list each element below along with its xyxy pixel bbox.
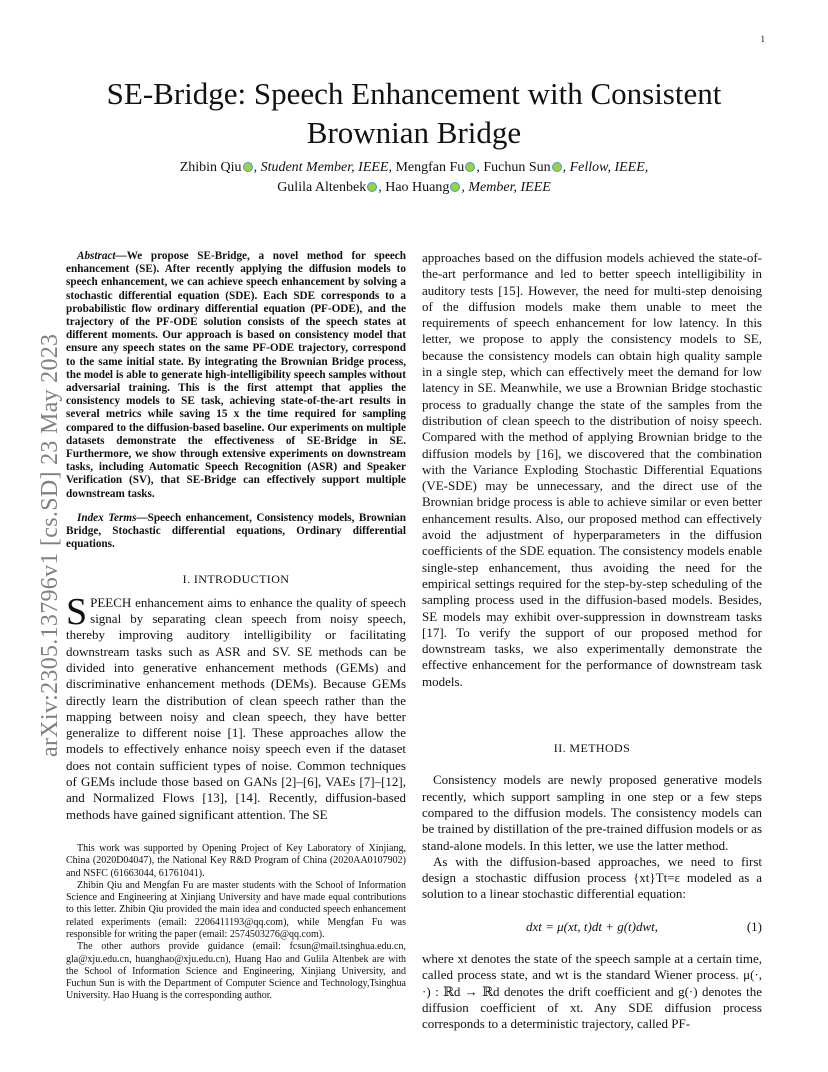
abstract-text: —We propose SE-Bridge, a novel method for speech enhancement (SE). After recently applying the diffusion models to speech enhancement, we can achieve speech enhancement by solving a stochastic differential equation (SDE). Each SDE corresponds to a probabilistic flow ordinary differential equation (PF-ODE), and the trajectory of the PF-ODE solution consists of the speech states at different moments. Our approach is based on consistency model that ensure any speech states on the same PF-ODE trajectory, correspond to the same initial state. By integrating the Brownian Bridge process, the model is able to generate high-intelligibility speech samples without adversarial training. This is the first attempt that applies the consistency models to SE task, achieving state-of-the-art results in several metrics while saving 15 x the time required for sampling compared to the diffusion-based baseline. Our experiments on multiple datasets demonstrate the effectiveness of SE-Bridge in SE. Furthermore, we show through extensive experiments on downstream tasks, including Automatic Speech Recognition (ASR) and Speaker Verification (SV), that SE-Bridge can effectively support multiple downstream tasks. (66, 250, 406, 500)
index-terms-text: —Speech enhancement, Consistency models, Brownian Bridge, Stochastic differential equations, Ordinary differential equations. (66, 511, 406, 551)
section-heading-methods: II. METHODS (553, 741, 631, 756)
intro-paragraph (66, 590, 406, 823)
methods-paragraph: Consistency models are newly proposed generative models recently, which support sampling in one step or a few steps compared to the diffusion models. The consistency models can be trained by distillation of the pre-trained diffusion models or as stand-alone models. In this letter, we use the latter method. (422, 772, 762, 853)
methods-paragraph: As with the diffusion-based approaches, we need to first design a stochastic diffusion process {xt}Tt=ε modeled as a solution to a linear stochastic differential equation: (422, 853, 762, 902)
right-column (422, 250, 762, 1032)
page-number: 1 (760, 34, 765, 44)
left-column (66, 250, 406, 1003)
author-role: , Member, IEEE (461, 180, 551, 195)
equation-number: (1) (746, 918, 762, 934)
author-role: , Student Member, IEEE, (253, 160, 392, 175)
section-heading-introduction: I. INTRODUCTION (182, 572, 290, 587)
author-name: Hao Huang (385, 180, 450, 195)
author-name: Fuchun Sun (483, 160, 551, 175)
abstract-label: Abstract (77, 250, 116, 262)
abstract (66, 250, 406, 501)
orcid-icon[interactable] (367, 182, 377, 192)
footnotes (66, 843, 406, 1003)
equation-1 (422, 919, 762, 935)
methods-paragraph: where xt denotes the state of the speech sample at a certain time, called process state, and wt is the standard Wiener process. μ(·, ·) : ℝd → ℝd denotes the drift coefficient and g(·) denotes the diffusion coefficient of xt. Any SDE diffusion process corresponds to a deterministic trajectory, called PF- (422, 950, 762, 1032)
author-role: , Fellow, IEEE, (562, 160, 649, 175)
arxiv-identifier-stamp: arXiv:2305.13796v1 [cs.SD] 23 May 2023 (37, 333, 63, 757)
intro-paragraph-continued: approaches based on the diffusion models achieved the state-of-the-art performance and led to better speech intelligibility in auditory tests [15]. However, the need for multi-step denoising of the diffusion models make them unable to meet the requirements of speech enhancement for low latency. In this letter, we propose to apply the consistency models to SE, because the consistency models can obtain high quality sample in a single step, which can effectively meet the demand for low latency in SE. Meanwhile, we use a Brownian Bridge stochastic process to gradually change the state of the samples from the distribution of clean speech to the distribution of noisy speech. Compared with the method of applying Brownian bridge to the diffusion models by [16], we discovered that the combination with the Variance Exploding Stochastic Differential Equations (VE-SDE) may be unnecessary, and the direct use of the Brownian bridge process is able to achieve similar or even better enhancement results. Also, our proposed method can effectively avoid the adjustment of hyperparameters in the diffusion coefficients of the SDE equation. The consistency models enable single-step enhancement, thus avoiding the need for the empirical settings required for the step-by-step scheduling of the sampling process used in the diffusion-based models. Besides, SE models may exhibit over-suppression in downstream tasks [17]. To verify the support of our proposed method for downstream tasks, we also experimentally demonstrate the effective enhancement for the performance of downstream task models. (422, 250, 762, 689)
index-terms (66, 512, 406, 552)
orcid-icon[interactable] (243, 162, 253, 172)
drop-cap: S (66, 590, 88, 633)
orcid-icon[interactable] (450, 182, 460, 192)
paper-title: SE-Bridge: Speech Enhancement with Consistent Brownian Bridge (106, 76, 722, 150)
author-list: Zhibin Qiu , Student Member, IEEE, Mengfan Fu , Fuchun Sun , Fellow, IEEE, Gulila Altenbek , Hao Huang , Member, IEEE (179, 160, 649, 195)
author-name: Gulila Altenbek (277, 180, 367, 195)
footnote-funding: This work was supported by Opening Project of Key Laboratory of Xinjiang, China (2020D04047), the National Key R&D Program of China (2020AA0107902) and NSFC (61663044, 61761041). (66, 842, 406, 879)
author-name: Zhibin Qiu (179, 160, 242, 175)
orcid-icon[interactable] (552, 162, 562, 172)
author-name: Mengfan Fu (395, 160, 465, 175)
intro-paragraph-text: PEECH enhancement aims to enhance the quality of speech signal by separating clean speech from noisy speech, thereby improving auditory intelligibility or facilitating downstream tasks such as ASR and SV. SE methods can be divided into generative enhancement methods (GEMs) and discriminative enhancement methods (DEMs). Because GEMs directly learn the distribution of clean speech rather than the mapping between noisy and clean speech, they have better generalize to different noise [1]. These approaches allow the models to effectively enhance noisy speech even if the dataset does not contain sufficient types of noise. Common techniques of GEMs include those based on GANs [2]–[6], VAEs [7]–[12], and Normalized Flows [13], [14]. Recently, diffusion-based methods have gained significant attention. The SE (66, 594, 406, 822)
footnote-contributions: Zhibin Qiu and Mengfan Fu are master students with the School of Information Science and Engineering at Xinjiang University and have made equal contributions to this letter. Zhibin Qiu provided the main idea and conducted speech enhancement related experiments (email: 2206411193@qq.com), while Mengfan Fu was responsible for writing the paper (email: 2574503276@qq.com). (66, 879, 406, 940)
footnote-affiliations: The other authors provide guidance (email: fcsun@mail.tsinghua.edu.cn, gla@xju.edu.cn, huanghao@xju.edu.cn), Huang Hao and Gulila Altenbek are with the School of Information Science and Engineering, Xinjiang University, and Fuchun Sun is with the Department of Computer Science and Technology,Tsinghua University. Hao Huang is the corresponding author. (66, 941, 406, 1002)
orcid-icon[interactable] (465, 162, 475, 172)
equation-body: dxt = μ(xt, t)dt + g(t)dwt, (525, 918, 659, 934)
index-terms-label: Index Terms (77, 511, 137, 524)
